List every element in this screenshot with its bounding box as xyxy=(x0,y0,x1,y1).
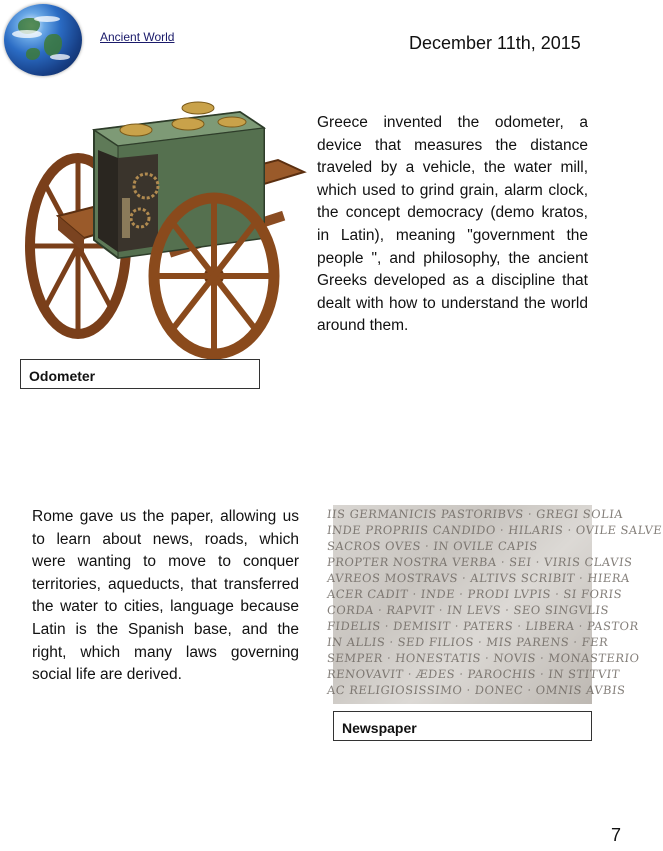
header-date: December 11th, 2015 xyxy=(409,33,581,53)
newspaper-inscription-image: IIS GERMANICIS PASTORIBVS · GREGI SOLIA INDE PROPRIIS CANDIDO · HILARIS · OVILE SALVE SACROS OVES · IN OVILE CAPIS PROPTER NOSTRA VERBA · SEI · VIRIS CLAVIS AVREOS MOSTRAVS · ALTIVS SCRIBIT · HIERA ACER CADIT · INDE · PRODI LVPIS · SI FORIS CORDA · RAPVIT · IN LEVS · SEO SINGVLIS FIDELIS · DEMISIT · PATERS · LIBERA · PASTOR IN ALLIS · SED FILIOS · MIS PARENS · FER SEMPER · HONESTATIS · NOVIS · MONASTERIO RENOVAVIT · ÆDES · PAROCHIS · IN STITVIT AC RELIGIOSISSIMO · DONEC · OMNIS AVBIS xyxy=(333,505,592,704)
newspaper-caption: Newspaper xyxy=(333,711,592,741)
odometer-image xyxy=(18,98,310,358)
rome-paragraph: Rome gave us the paper, allowing us to learn about news, roads, which were wanting to move to conquer territories, aqueducts, that transferred the water to cities, language because Latin is the Spanish base, and the right, which many laws governing social life are derived. xyxy=(32,508,299,684)
header-link-ancient-world[interactable]: Ancient World xyxy=(100,30,175,44)
globe-icon xyxy=(4,4,82,76)
page-number: 7 xyxy=(611,825,622,845)
greece-paragraph: Greece invented the odometer, a device that measures the distance traveled by a vehicle, the water mill, which used to grind grain, alarm clock, the concept democracy (demo kratos, in Latin), meaning "government the people ", and philosophy, the ancient Greeks developed as a discipline that dealt with how to understand the world around them. xyxy=(317,114,588,335)
odometer-caption: Odometer xyxy=(20,359,260,389)
